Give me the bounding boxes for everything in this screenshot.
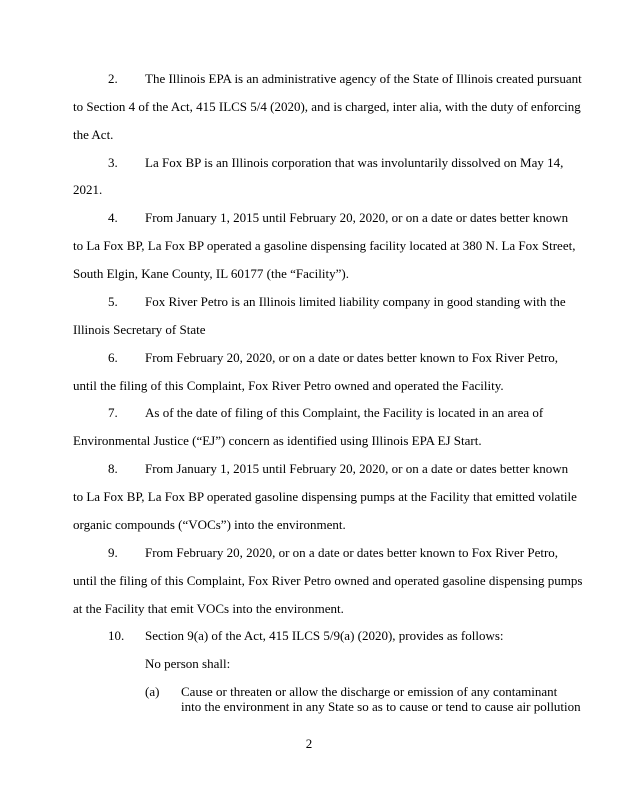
paragraph-line: organic compounds (“VOCs”) into the environment. <box>73 517 346 532</box>
paragraph-line: From January 1, 2015 until February 20, 2020, or on a date or dates better known <box>145 210 569 225</box>
paragraph-number: 9. <box>108 545 118 560</box>
paragraph-line: Environmental Justice (“EJ”) concern as identified using Illinois EPA EJ Start. <box>73 433 482 448</box>
paragraph-line: La Fox BP is an Illinois corporation that was involuntarily dissolved on May 14, <box>145 155 564 170</box>
paragraph-line: As of the date of filing of this Complaint, the Facility is located in an area of <box>145 405 544 420</box>
paragraph-line: the Act. <box>73 127 114 142</box>
paragraph-line: until the filing of this Complaint, Fox River Petro owned and operated the Facility. <box>73 378 504 393</box>
paragraph-number: 2. <box>108 71 118 86</box>
subsection-label: (a) <box>145 684 160 699</box>
paragraph-line: 2021. <box>73 182 103 197</box>
paragraph-line: South Elgin, Kane County, IL 60177 (the “Facility”). <box>73 266 349 281</box>
paragraph-line: to La Fox BP, La Fox BP operated gasoline dispensing pumps at the Facility that emitted volatile <box>73 489 577 504</box>
paragraph-line: Section 9(a) of the Act, 415 ILCS 5/9(a) (2020), provides as follows: <box>145 628 504 643</box>
paragraph-line: The Illinois EPA is an administrative agency of the State of Illinois created pursuant <box>145 71 582 86</box>
paragraph-line: From January 1, 2015 until February 20, 2020, or on a date or dates better known <box>145 461 569 476</box>
paragraph-line: Illinois Secretary of State <box>73 322 206 337</box>
paragraph-line: No person shall: <box>145 656 231 671</box>
paragraph-line: Fox River Petro is an Illinois limited liability company in good standing with the <box>145 294 566 309</box>
subsection-line: into the environment in any State so as to cause or tend to cause air pollution <box>181 699 581 714</box>
paragraph-line: From February 20, 2020, or on a date or dates better known to Fox River Petro, <box>145 545 559 560</box>
paragraph-line: to Section 4 of the Act, 415 ILCS 5/4 (2020), and is charged, inter alia, with the duty of enforcing <box>73 99 581 114</box>
paragraph-number: 10. <box>108 628 125 643</box>
paragraph-line: From February 20, 2020, or on a date or dates better known to Fox River Petro, <box>145 350 559 365</box>
paragraph-line: to La Fox BP, La Fox BP operated a gasoline dispensing facility located at 380 N. La Fox Street, <box>73 238 576 253</box>
paragraph-number: 6. <box>108 350 118 365</box>
paragraph-line: at the Facility that emit VOCs into the environment. <box>73 601 344 616</box>
paragraph-number: 8. <box>108 461 118 476</box>
paragraph-number: 3. <box>108 155 118 170</box>
paragraph-line: until the filing of this Complaint, Fox River Petro owned and operated gasoline dispensing pumps <box>73 573 583 588</box>
paragraph-number: 7. <box>108 405 118 420</box>
paragraph-number: 5. <box>108 294 118 309</box>
page-number: 2 <box>305 736 313 751</box>
subsection-line: Cause or threaten or allow the discharge or emission of any contaminant <box>181 684 558 699</box>
paragraph-number: 4. <box>108 210 118 225</box>
